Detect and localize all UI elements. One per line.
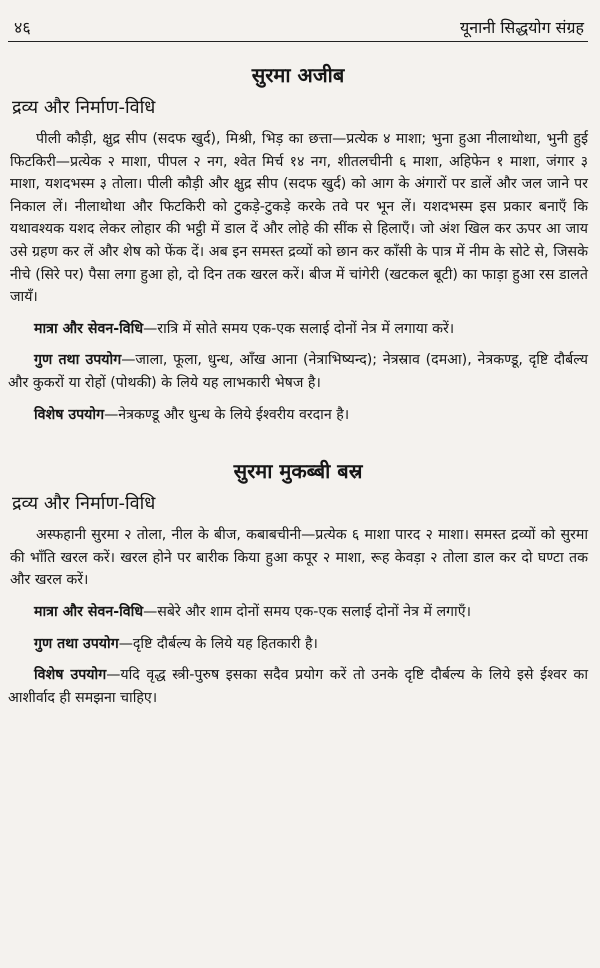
section-subtitle: द्रव्य और निर्माण-विधि (12, 493, 156, 515)
section-title: सुरमा मुकब्बी बस्र (233, 459, 363, 484)
running-title: यूनानी सिद्धयोग संग्रह (459, 18, 584, 37)
properties-paragraph (8, 633, 588, 656)
special-use-label: विशेष उपयोग (34, 406, 105, 423)
recipe-section-surma-ajeeb (8, 62, 588, 426)
dosage-paragraph (8, 318, 588, 341)
section-subtitle: द्रव्य और निर्माण-विधि (12, 97, 156, 118)
special-use-paragraph (8, 664, 588, 709)
page-header (8, 0, 588, 38)
dosage-paragraph (8, 601, 588, 624)
ingredients-paragraph: पीली कौड़ी, क्षुद्र सीप (सदफ खुर्द), मिश्री, भिड़ का छत्ता—प्रत्येक ४ माशा; भुना हुआ नीलाथोथा, भुनी हुई फिटकिरी—प्रत्येक २ माशा, पीपल २ नग, श्वेत मिर्च १४ नग, शीतलचीनी ६ माशा, अहिफेन १ माशा, जंगार ३ माशा, यशदभस्म ३ तोला। पीली कौड़ी और क्षुद्र सीप (सदफ खुर्द) को आग के अंगारों पर डालें और जल जाने पर निकाल लें। नीलाथोथा और फिटकिरी को टुकड़े-टुकड़े करके तवे पर भून लें। यशदभस्म इस प्रकार बनाएँ कि यथावश्यक यशद लेकर लोहार की भट्ठी में डाल दें और लोहे की सींक से हिलाएँ। जो अंश खिल कर ऊपर आ जाय उसे ग्रहण कर लें और शेष को फेंक दें। अब इन समस्त द्रव्यों को छान कर काँसी के पात्र में नीम के सोटे से, जिसके नीचे (सिरे पर) पैसा लगा हुआ हो, दो दिन तक खरल करें। बीज में चांगेरी (खटकल बूटी) का फाड़ा हुआ रस डालते जायँ। (10, 131, 588, 306)
dosage-text: —सबेरे और शाम दोनों समय एक-एक सलाई दोनों नेत्र में लगाएँ। (143, 603, 471, 620)
properties-text: —दृष्टि दौर्बल्य के लिये यह हितकारी है। (118, 635, 318, 652)
special-use-text: —नेत्रकण्डू और धुन्ध के लिये ईश्वरीय वरदान है। (104, 406, 350, 423)
dosage-label: मात्रा और सेवन-विधि (34, 320, 144, 337)
properties-paragraph (8, 349, 588, 394)
properties-text: —जाला, फूला, धुन्ध, आँख आना (नेत्राभिष्यन्द); नेत्रस्राव (दमआ), नेत्रकण्डू, दृष्टि दौर्बल्य और कुकरों या रोहों (पोथकी) के लिये यह लाभकारी भेषज है। (8, 352, 588, 391)
dosage-text: —रात्रि में सोते समय एक-एक सलाई दोनों नेत्र में लगाया करें। (143, 320, 455, 337)
ingredients-paragraph: अस्फहानी सुरमा २ तोला, नील के बीज, कबाबचीनी—प्रत्येक ६ माशा पारद २ माशा। समस्त द्रव्यों को सुरमा की भाँति खरल करें। खरल होने पर बारीक किया हुआ कपूर २ माशा, रूह केवड़ा २ तोला डाल कर दो घण्टा तक और खरल करें। (10, 527, 588, 589)
properties-label: गुण तथा उपयोग (34, 352, 122, 369)
properties-label: गुण तथा उपयोग (34, 635, 119, 652)
special-use-paragraph (8, 404, 588, 427)
special-use-label: विशेष उपयोग (34, 667, 107, 684)
section-title: सुरमा अजीब (251, 63, 345, 87)
page-number: ४६ (14, 18, 31, 37)
special-use-text: —यदि वृद्ध स्त्री-पुरुष इसका सदैव प्रयोग करें तो उनके दृष्टि दौर्बल्य के लिये इसे ईश्वर का आशीर्वाद ही समझना चाहिए। (8, 667, 588, 706)
header-rule (8, 41, 588, 42)
dosage-label: मात्रा और सेवन-विधि (34, 603, 144, 620)
recipe-section-surma-mukabbi-basr (8, 458, 588, 709)
